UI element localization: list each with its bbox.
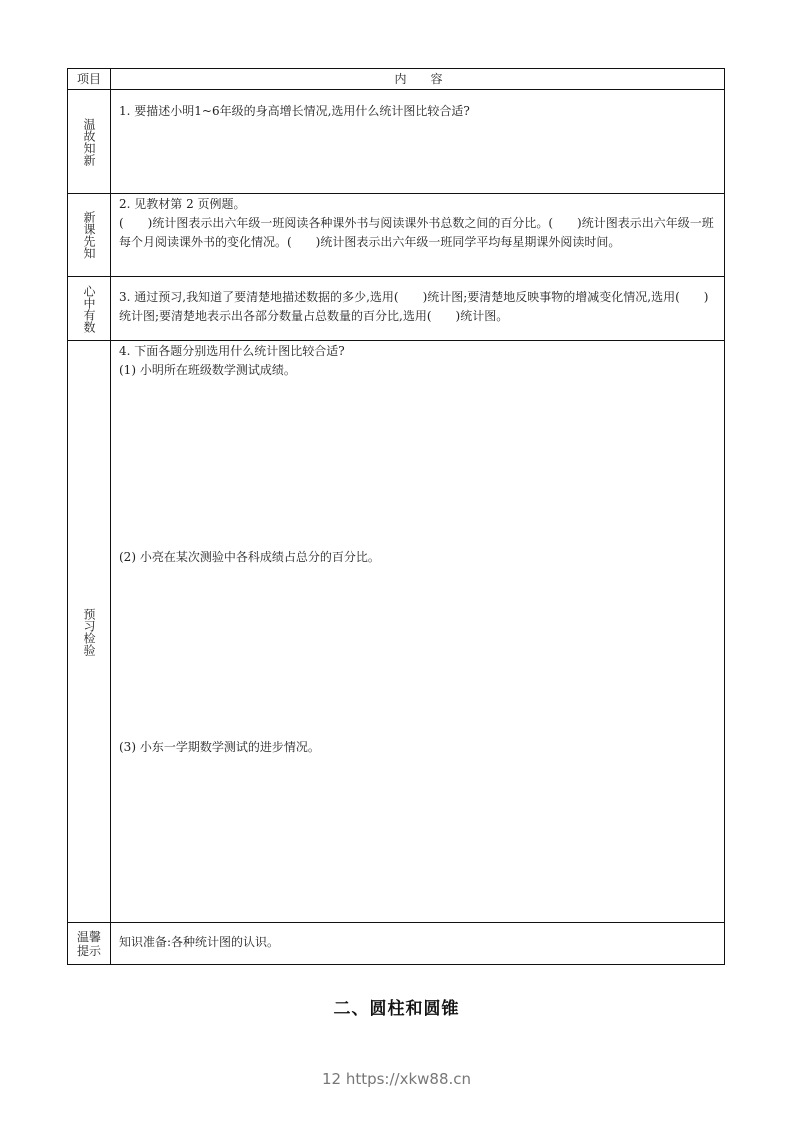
question-4-intro: 4. 下面各题分别选用什么统计图比较合适? bbox=[119, 344, 345, 358]
row-label-summary: 心中有数 bbox=[68, 277, 111, 340]
question-1: 1. 要描述小明1~6年级的身高增长情况,选用什么统计图比较合适? bbox=[119, 104, 470, 118]
section-title: 二、圆柱和圆锥 bbox=[333, 999, 460, 1019]
table-row-summary bbox=[68, 277, 724, 341]
header-item-label: 项目 bbox=[68, 69, 111, 89]
question-2-body: ( )统计图表示出六年级一班阅读各种课外书与阅读课外书总数之间的百分比。( )统计图表示出六年级一班每个月阅读课外书的变化情况。( )统计图表示出六年级一班同学平均每星期课外阅读时间。 bbox=[119, 216, 714, 249]
header-content-label: 内 容 bbox=[394, 72, 443, 86]
tip-text: 知识准备:各种统计图的认识。 bbox=[119, 935, 280, 949]
row-content-tip bbox=[111, 923, 724, 964]
row-content-new-lesson bbox=[111, 194, 724, 276]
question-2-title: 2. 见教材第 2 页例题。 bbox=[119, 197, 246, 211]
row-content-summary bbox=[111, 277, 724, 340]
row-label-tip: 温馨提示 bbox=[68, 923, 111, 964]
page-footer: 12 https://xkw88.cn bbox=[321, 1070, 472, 1088]
question-4-item-1: (1) 小明所在班级数学测试成绩。 bbox=[119, 363, 296, 377]
row-content-check bbox=[111, 341, 724, 922]
row-label-new-lesson: 新课先知 bbox=[68, 194, 111, 276]
question-4-item-3: (3) 小东一学期数学测试的进步情况。 bbox=[119, 740, 320, 754]
question-3: 3. 通过预习,我知道了要清楚地描述数据的多少,选用( )统计图;要清楚地反映事物的增减变化情况,选用( )统计图;要清楚地表示出各部分数量占总数量的百分比,选用( )统计图。 bbox=[119, 290, 709, 323]
table-header-row bbox=[68, 69, 724, 90]
table-row-review bbox=[68, 90, 724, 194]
question-4-item-2: (2) 小亮在某次测验中各科成绩占总分的百分比。 bbox=[119, 550, 380, 564]
row-label-check: 预习检验 bbox=[68, 341, 111, 922]
preview-worksheet-table bbox=[67, 68, 725, 965]
row-label-review: 温故知新 bbox=[68, 90, 111, 193]
table-row-check bbox=[68, 341, 724, 923]
table-row-new-lesson bbox=[68, 194, 724, 277]
row-content-review bbox=[111, 90, 724, 193]
table-row-tip bbox=[68, 923, 724, 964]
